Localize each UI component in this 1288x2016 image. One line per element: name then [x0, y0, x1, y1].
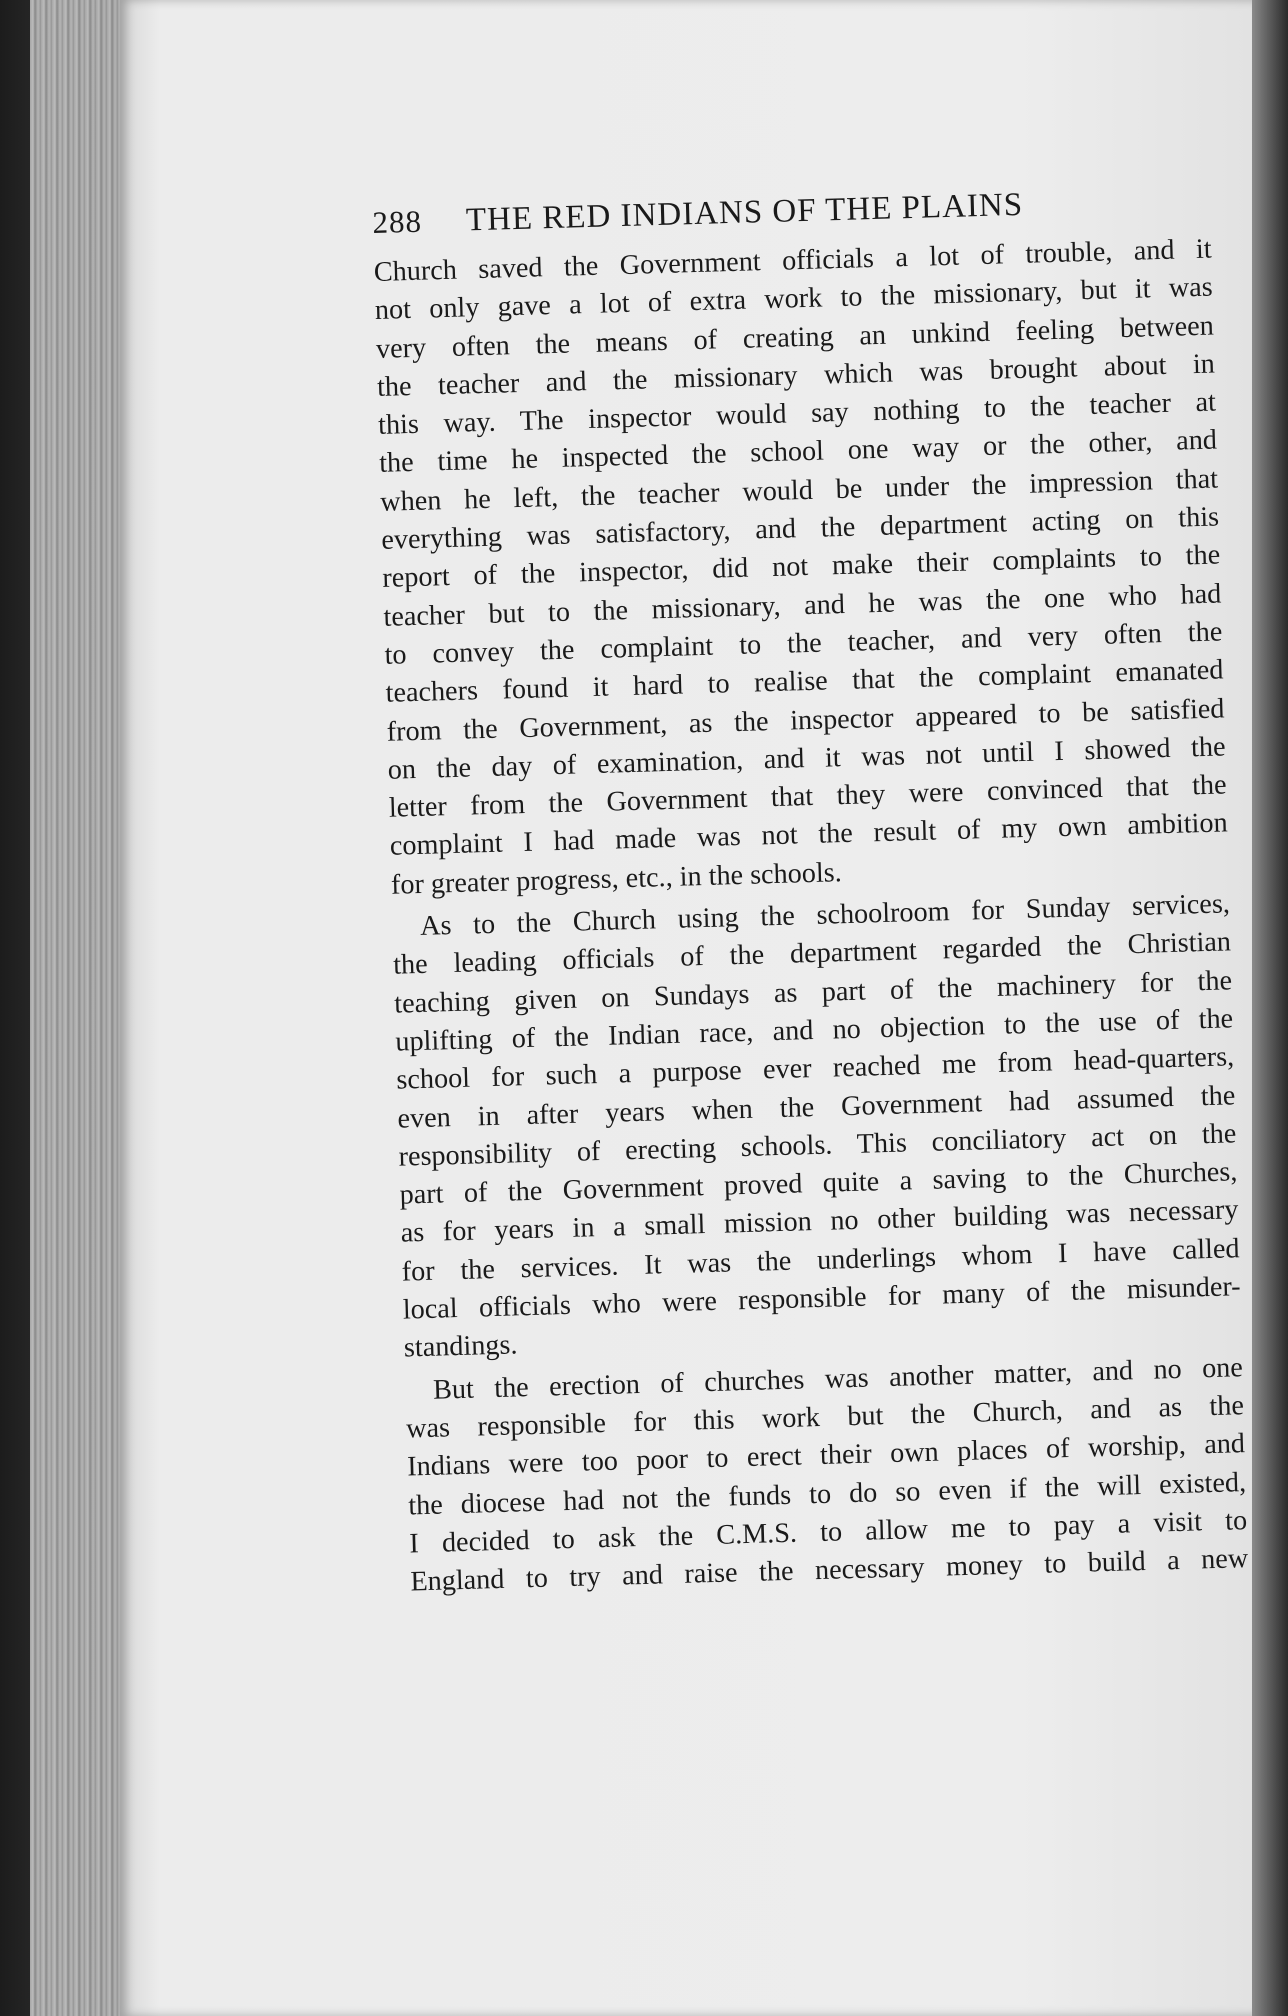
text-line: report of the inspector, did not make their complaints to the: [382, 539, 1221, 595]
text-line: Church saved the Government officials a lot of trouble, and it: [373, 233, 1212, 288]
text-line: as for years in a small mission no other building was necessary: [400, 1194, 1239, 1250]
paragraph-2: [392, 885, 1243, 1368]
text-line: was responsible for this work but the Church, and as the: [405, 1390, 1245, 1445]
text-line: when he left, the teacher would be under the impression that: [379, 463, 1219, 518]
running-title: THE RED INDIANS OF THE PLAINS: [465, 186, 1024, 239]
text-line: even in after years when the Government had assumed the: [397, 1079, 1236, 1135]
text-line: teachers found it hard to realise that the complaint emanated: [385, 654, 1224, 710]
text-line: part of the Government proved quite a saving to the Churches,: [399, 1156, 1238, 1211]
text-line: the leading officials of the department regarded the Christian: [392, 926, 1232, 982]
text-line: As to the Church using the schoolroom for Sunday services,: [419, 888, 1231, 942]
text-line: on the day of examination, and it was not until I showed the: [387, 731, 1226, 786]
text-line: for the services. It was the underlings whom I have called: [401, 1232, 1240, 1288]
text-line: the time he inspected the school one way or the other, and: [378, 424, 1218, 480]
text-line: to convey the complaint to the teacher, and very often the: [384, 616, 1223, 671]
text-line: not only gave a lot of extra work to the missionary, but it was: [374, 271, 1214, 327]
right-edge-shadow: [1252, 0, 1288, 2016]
text-line: teaching given on Sundays as part of the machinery for the: [393, 964, 1233, 1020]
text-line: very often the means of creating an unkind feeling between: [375, 310, 1215, 365]
text-line: the diocese had not the funds to do so even if the will existed,: [407, 1466, 1247, 1521]
text-line: But the erection of churches was another matter, and no one: [432, 1351, 1244, 1406]
text-line: Indians were too poor to erect their own places of worship, and: [406, 1428, 1246, 1483]
paragraph-3: [405, 1349, 1249, 1602]
text-line: from the Government, as the inspector appeared to be satisfied: [386, 692, 1225, 748]
text-line: letter from the Government that they were convinced that the: [388, 769, 1227, 824]
text-line: standings.: [403, 1329, 518, 1364]
text-line: uplifting of the Indian race, and no objection to the use of the: [394, 1003, 1234, 1058]
text-line: local officials who were responsible for many of the misunder-: [402, 1271, 1241, 1326]
text-line: teacher but to the missionary, and he was the one who had: [383, 578, 1222, 633]
text-line: the teacher and the missionary which was brought about in: [376, 348, 1216, 403]
text-line: for greater progress, etc., in the schools.: [390, 856, 843, 901]
page-number: 288: [372, 203, 423, 240]
text-line: complaint I had made was not the result of my own ambition: [389, 807, 1229, 863]
text-block: [372, 182, 1249, 1602]
text-line: this way. The inspector would say nothing to the teacher at: [377, 386, 1217, 442]
paragraph-1: [373, 231, 1229, 905]
text-line: everything was satisfactory, and the department acting on this: [380, 501, 1220, 556]
text-line: I decided to ask the C.M.S. to allow me to pay a visit to: [408, 1504, 1248, 1560]
text-line: responsibility of erecting schools. This conciliatory act on the: [398, 1118, 1237, 1173]
text-line: England to try and raise the necessary money to build a new: [410, 1543, 1249, 1598]
text-line: school for such a purpose ever reached me from head-quarters,: [396, 1041, 1235, 1096]
